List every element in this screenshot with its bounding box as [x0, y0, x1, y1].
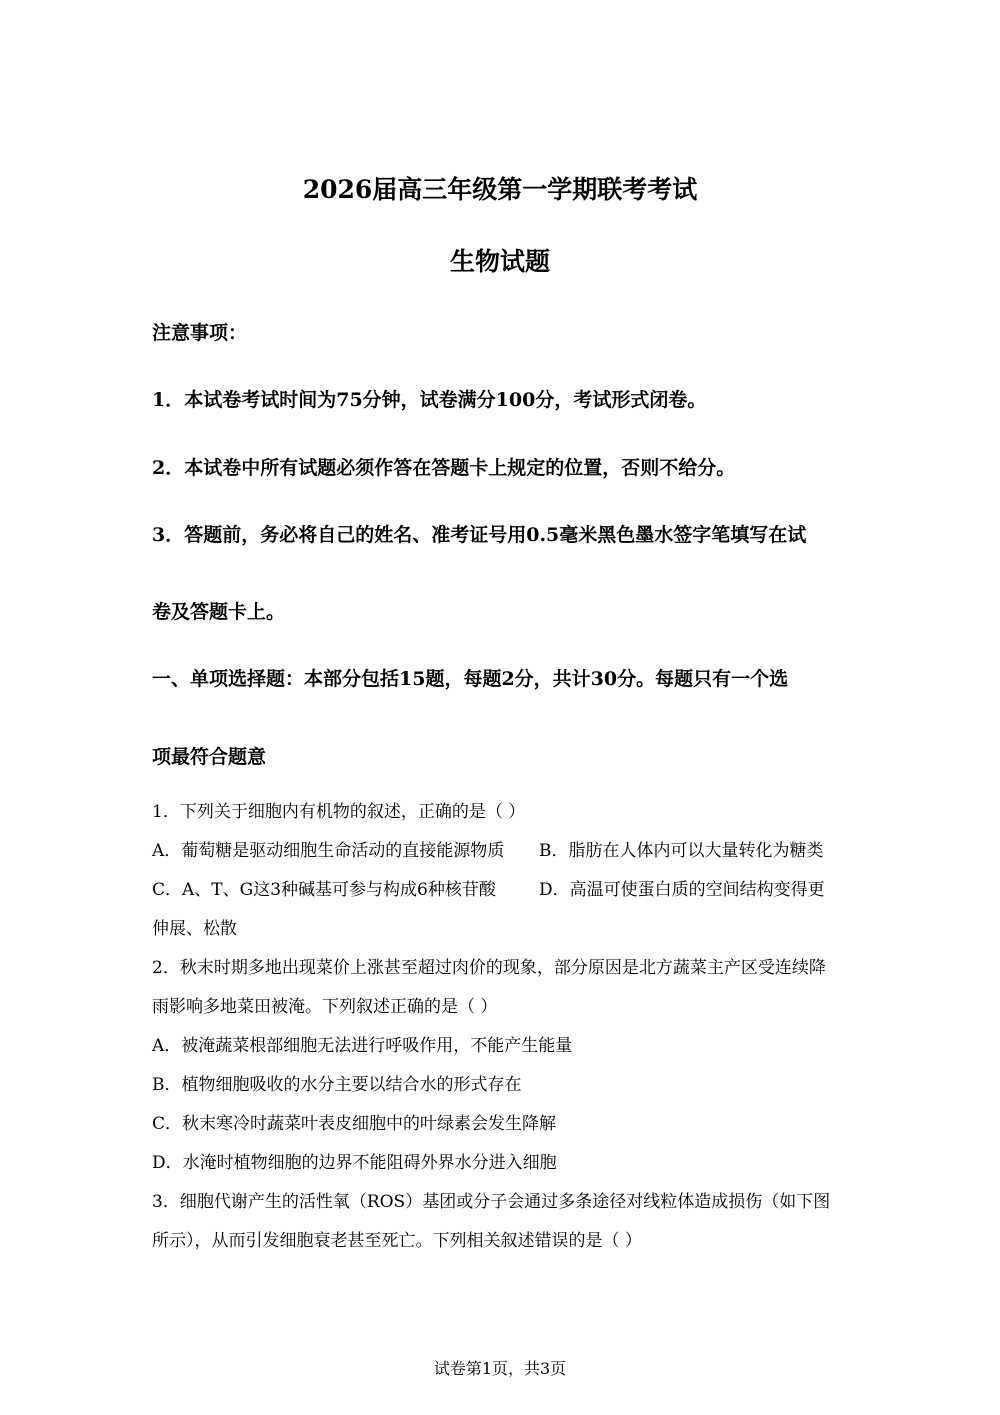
page-footer: 试卷第1页，共3页	[433, 1359, 567, 1378]
notice-heading: 注意事项：	[152, 322, 248, 344]
notice-item-2: 2．本试卷中所有试题必须作答在答题卡上规定的位置，否则不给分。	[152, 457, 736, 479]
question-1-option-b: B．脂肪在人体内可以大量转化为糖类	[539, 841, 824, 861]
question-1-stem: 1．下列关于细胞内有机物的叙述，正确的是（ ）	[152, 802, 526, 822]
question-2-option-c: C．秋末寒冷时蔬菜叶表皮细胞中的叶绿素会发生降解	[152, 1114, 557, 1134]
exam-title: 2026届高三年级第一学期联考考试	[302, 175, 698, 204]
question-1-option-d-line-1: D．高温可使蛋白质的空间结构变得更	[539, 880, 825, 900]
question-1-option-a: A．葡萄糖是驱动细胞生命活动的直接能源物质	[152, 841, 505, 861]
section-heading-line-2: 项最符合题意	[152, 746, 267, 768]
section-heading-line-1: 一、单项选择题：本部分包括15题，每题2分，共计30分。每题只有一个选	[152, 668, 789, 690]
question-1-option-d-line-2: 伸展、松散	[152, 919, 237, 939]
question-2-stem-line-1: 2．秋末时期多地出现菜价上涨甚至超过肉价的现象，部分原因是北方蔬菜主产区受连续降	[152, 958, 826, 978]
question-2-option-b: B．植物细胞吸收的水分主要以结合水的形式存在	[152, 1075, 522, 1095]
question-2-stem-line-2: 雨影响多地菜田被淹。下列叙述正确的是（ ）	[152, 997, 498, 1017]
question-1-option-c: C．A、T、G这3种碱基可参与构成6种核苷酸	[152, 880, 496, 900]
question-3-stem-line-2: 所示），从而引发细胞衰老甚至死亡。下列相关叙述错误的是（ ）	[152, 1231, 642, 1251]
question-3-stem-line-1: 3．细胞代谢产生的活性氧（ROS）基团或分子会通过多条途径对线粒体造成损伤（如下图	[152, 1192, 831, 1212]
notice-item-3-line-2: 卷及答题卡上。	[152, 601, 286, 623]
question-2-option-d: D．水淹时植物细胞的边界不能阻碍外界水分进入细胞	[152, 1153, 557, 1173]
notice-item-1: 1．本试卷考试时间为75分钟，试卷满分100分，考试形式闭卷。	[152, 389, 707, 411]
exam-subtitle: 生物试题	[449, 247, 550, 276]
question-2-option-a: A．被淹蔬菜根部细胞无法进行呼吸作用，不能产生能量	[152, 1036, 573, 1056]
notice-item-3-line-1: 3．答题前，务必将自己的姓名、准考证号用0.5毫米黑色墨水签字笔填写在试	[152, 524, 807, 546]
